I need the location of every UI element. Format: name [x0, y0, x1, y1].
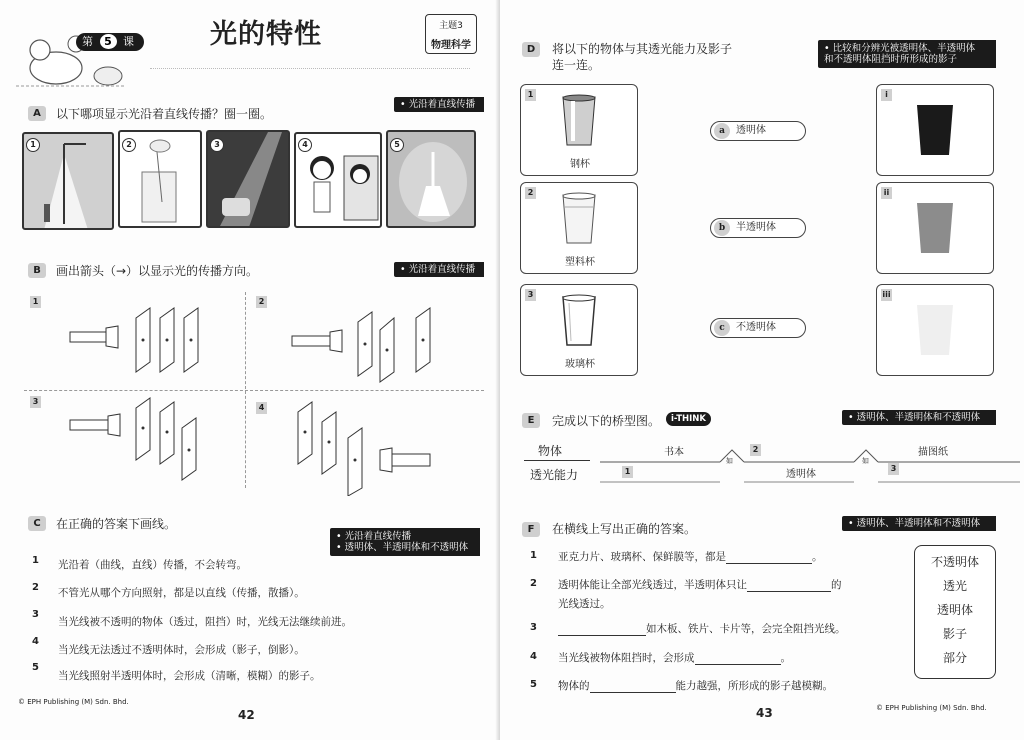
section-f-tag: • 透明体、半透明体和不透明体 — [842, 516, 996, 531]
object-1-number: 1 — [525, 89, 536, 101]
section-c-tag-line2: • 透明体、半透明体和不透明体 — [336, 542, 469, 553]
bridge-connector-1: 如 — [726, 457, 733, 465]
f-item-1-number: 1 — [530, 550, 537, 561]
panel-3-torch-cards[interactable] — [60, 392, 220, 484]
option-b-letter: b — [714, 220, 730, 236]
section-f-letter: F — [522, 522, 540, 537]
c-item-1-number: 1 — [32, 555, 39, 566]
section-c-tag — [330, 528, 480, 556]
shadow-box-ii[interactable] — [876, 182, 994, 274]
f-item-1-blank[interactable] — [726, 551, 812, 564]
f-item-4-post: 。 — [780, 652, 791, 664]
plastic-cup-icon — [559, 191, 599, 247]
bridge-label-divider — [524, 460, 590, 461]
picture-3-number: 3 — [210, 138, 224, 152]
picture-2-number: 2 — [122, 138, 136, 152]
lesson-number: 5 — [100, 34, 117, 49]
c-item-1-text[interactable]: 光沿着（曲线，直线）传播，不会转弯。 — [58, 559, 247, 571]
panel-4-torch-cards[interactable] — [290, 396, 450, 496]
page-title: 光的特性 — [210, 19, 322, 50]
shadow-i-number: i — [881, 89, 892, 101]
panel-2-torch-cards[interactable] — [282, 300, 452, 384]
f-item-2-post: 的 — [831, 579, 842, 591]
object-2-number: 2 — [525, 187, 536, 199]
footer-publisher-left: © EPH Publishing (M) Sdn. Bhd. — [18, 698, 129, 706]
c-item-4-text[interactable]: 当光线无法透过不透明体时，会形成（影子，倒影）。 — [58, 644, 305, 656]
word-bank — [914, 545, 996, 679]
section-b-instruction: 画出箭头（→）以显示光的传播方向。 — [56, 264, 259, 278]
object-box-2[interactable] — [520, 182, 638, 274]
c-item-3-number: 3 — [32, 609, 39, 620]
object-1-label: 钢杯 — [570, 159, 590, 170]
section-d-tag-line1: • 比较和分辨光被透明体、半透明体 — [824, 43, 976, 54]
subject-tag: 主题3 — [439, 21, 463, 31]
f-item-2-pre: 透明体能让全部光线透过，半透明体只让 — [558, 579, 747, 591]
option-a-letter: a — [714, 123, 730, 139]
section-c-letter: C — [28, 516, 46, 531]
f-item-5-post: 能力越强，所形成的影子越模糊。 — [675, 680, 833, 692]
option-c-label: 不透明体 — [736, 322, 776, 333]
section-d-instruction-1: 将以下的物体与其透光能力及影子 — [552, 42, 733, 56]
c-item-3-text[interactable]: 当光线被不透明的物体（透过，阻挡）时，光线无法继续前进。 — [58, 616, 352, 628]
option-b-translucent[interactable] — [710, 218, 806, 238]
section-b-tag: • 光沿着直线传播 — [394, 262, 484, 277]
panel-4-number: 4 — [256, 402, 267, 414]
glass-cup-icon — [559, 293, 599, 349]
bridge-item2-bottom: 透明体 — [786, 469, 816, 480]
grid-divider-vertical — [245, 292, 246, 488]
f-item-4-blank[interactable] — [695, 652, 781, 665]
option-b-label: 半透明体 — [736, 222, 776, 233]
subject-name: 物理科学 — [431, 40, 471, 51]
f-item-2 — [558, 577, 842, 592]
c-item-2-number: 2 — [32, 582, 39, 593]
lesson-prefix: 第 — [82, 35, 93, 48]
object-box-1[interactable] — [520, 84, 638, 176]
shadow-ii-number: ii — [881, 187, 892, 199]
option-c-letter: c — [714, 320, 730, 336]
f-item-4-number: 4 — [530, 651, 537, 662]
object-3-number: 3 — [525, 289, 536, 301]
bridge-blank2[interactable]: 2 — [750, 444, 761, 456]
f-item-3 — [558, 621, 846, 636]
section-b-letter: B — [28, 263, 46, 278]
grid-divider-horizontal — [24, 390, 484, 391]
section-d-instruction-2: 连一连。 — [552, 58, 601, 72]
c-item-4-number: 4 — [32, 636, 39, 647]
shadow-iii-number: iii — [882, 290, 891, 299]
section-f-instruction: 在横线上写出正确的答案。 — [552, 522, 697, 536]
lesson-badge — [76, 33, 144, 51]
object-2-label: 塑料杯 — [565, 257, 595, 268]
c-item-5-text[interactable]: 当光线照射半透明体时，会形成（清晰，模糊）的影子。 — [58, 670, 321, 682]
f-item-3-number: 3 — [530, 622, 537, 633]
section-c-instruction: 在正确的答案下画线。 — [56, 517, 177, 531]
panel-3-number: 3 — [30, 396, 41, 408]
panel-1-torch-cards[interactable] — [60, 300, 220, 380]
footer-publisher-right: © EPH Publishing (M) Sdn. Bhd. — [876, 704, 987, 712]
header-divider — [150, 68, 470, 69]
bridge-row1-label: 物体 — [538, 444, 563, 458]
f-item-3-blank[interactable] — [558, 623, 646, 636]
i-think-badge: i-THINK — [666, 412, 711, 426]
section-d-tag — [818, 40, 996, 68]
bridge-item3-top: 描图纸 — [918, 447, 948, 458]
f-item-3-post: 如木板、铁片、卡片等，会完全阻挡光线。 — [646, 623, 846, 635]
section-a-instruction: 以下哪项显示光沿着直线传播？圈一圈。 — [56, 107, 273, 121]
word-bank-item-4: 影子 — [942, 627, 967, 641]
section-a-tag: • 光沿着直线传播 — [394, 97, 484, 112]
word-bank-item-3: 透明体 — [936, 603, 973, 617]
f-item-5-blank[interactable] — [590, 680, 676, 693]
f-item-2-blank[interactable] — [747, 579, 831, 592]
subject-box — [425, 14, 477, 54]
word-bank-item-1: 不透明体 — [930, 555, 979, 569]
f-item-1-pre: 亚克力片、玻璃杯、保鲜膜等，都是 — [558, 551, 726, 563]
word-bank-item-2: 透光 — [942, 579, 967, 593]
section-e-instruction: 完成以下的桥型图。 — [552, 414, 661, 428]
section-e-letter: E — [522, 413, 540, 428]
bridge-blank1[interactable]: 1 — [622, 466, 633, 478]
left-page — [0, 0, 500, 740]
bridge-connector-2: 如 — [862, 457, 869, 465]
picture-5-number: 5 — [390, 138, 404, 152]
picture-1-number: 1 — [26, 138, 40, 152]
section-e-tag: • 透明体、半透明体和不透明体 — [842, 410, 996, 425]
word-bank-item-5: 部分 — [942, 651, 967, 665]
c-item-5-number: 5 — [32, 662, 39, 673]
section-c-tag-line1: • 光沿着直线传播 — [336, 531, 412, 542]
panel-2-number: 2 — [256, 296, 267, 308]
shadow-iii-shape — [915, 301, 955, 357]
section-a-letter: A — [28, 106, 46, 121]
bridge-row2-label: 透光能力 — [530, 468, 579, 482]
shadow-box-iii[interactable] — [876, 284, 994, 376]
picture-4-number: 4 — [298, 138, 312, 152]
f-item-2-number: 2 — [530, 578, 537, 589]
f-item-4 — [558, 650, 791, 665]
object-3-label: 玻璃杯 — [565, 359, 595, 370]
section-d-tag-line2: 和不透明体阻挡时所形成的影子 — [824, 54, 958, 65]
object-box-3[interactable] — [520, 284, 638, 376]
shadow-i-shape — [915, 101, 955, 157]
f-item-4-pre: 当光线被物体阻挡时，会形成 — [558, 652, 695, 664]
section-a-pictures — [22, 130, 478, 232]
panel-1-number: 1 — [30, 296, 41, 308]
f-item-5-number: 5 — [530, 679, 537, 690]
option-c-opaque[interactable] — [710, 318, 806, 338]
f-item-5 — [558, 678, 833, 693]
bridge-item1-top: 书本 — [664, 447, 684, 458]
shadow-ii-shape — [915, 199, 955, 255]
f-item-5-pre: 物体的 — [558, 680, 590, 692]
page-number-right: 43 — [756, 706, 773, 720]
option-a-transparent[interactable] — [710, 121, 806, 141]
steel-cup-icon — [559, 93, 599, 149]
f-item-1 — [558, 549, 823, 564]
right-page — [500, 0, 1024, 740]
shadow-box-i[interactable] — [876, 84, 994, 176]
section-d-letter: D — [522, 42, 540, 57]
bridge-blank3[interactable]: 3 — [888, 463, 899, 475]
option-a-label: 透明体 — [736, 125, 766, 136]
f-item-2-line2: 光线透过。 — [558, 598, 611, 610]
c-item-2-text[interactable]: 不管光从哪个方向照射，都是以直线（传播，散播）。 — [58, 587, 305, 599]
lesson-suffix: 课 — [123, 35, 134, 48]
page-number-left: 42 — [238, 708, 255, 722]
f-item-1-post: 。 — [812, 551, 823, 563]
